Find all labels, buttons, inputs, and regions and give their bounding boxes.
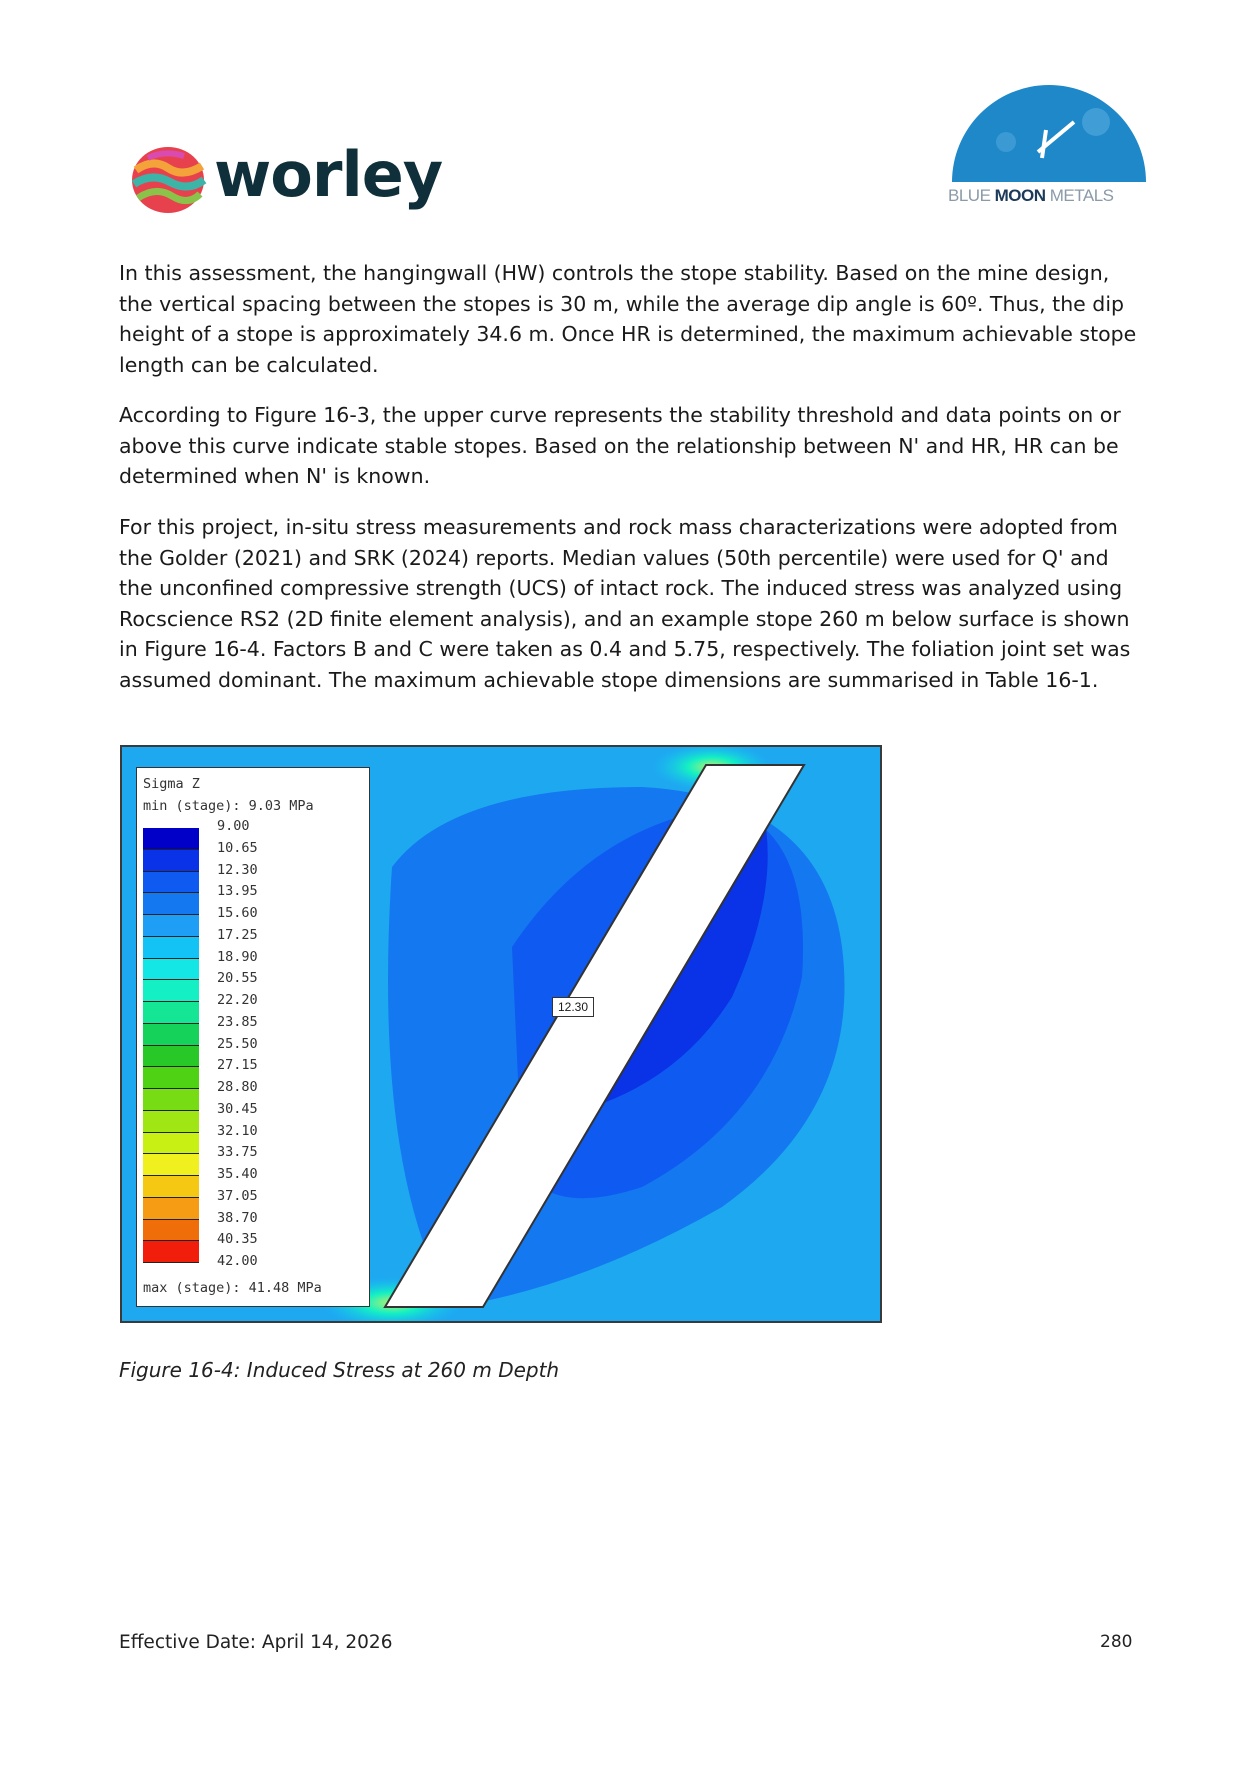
legend-color-bar <box>143 1046 199 1068</box>
legend-ticks <box>217 816 258 1273</box>
legend-tick-label: 35.40 <box>217 1166 258 1182</box>
legend-tick-label: 30.45 <box>217 1100 258 1117</box>
legend-tick-label: 12.30 <box>217 861 258 878</box>
worley-logo <box>128 140 468 230</box>
legend-tick-label: 23.85 <box>217 1013 258 1030</box>
legend-color-bar <box>143 980 199 1002</box>
legend-tick-label: 22.20 <box>217 992 258 1008</box>
legend-color-bar <box>143 893 199 915</box>
legend-title: Sigma Z <box>143 776 200 792</box>
legend-tick-label: 18.90 <box>217 948 258 965</box>
legend-color-bar <box>143 872 199 894</box>
blue-moon-metals-text <box>948 186 1114 206</box>
worley-swirl-icon <box>128 140 208 220</box>
legend-tick-label: 33.75 <box>217 1144 258 1161</box>
blue-moon-metals-logo <box>946 82 1152 212</box>
legend-color-bar <box>143 937 199 959</box>
moon-logo-icon <box>946 82 1152 186</box>
worley-wordmark: worley <box>214 138 443 211</box>
legend-color-bar <box>143 1176 199 1198</box>
legend-tick-label: 40.35 <box>217 1231 258 1248</box>
legend-color-bar <box>143 828 199 850</box>
legend-tick-label: 17.25 <box>217 926 258 943</box>
logo-text-blue: BLUE <box>948 186 995 205</box>
legend-tick-label: 38.70 <box>217 1209 258 1226</box>
paragraph-1: In this assessment, the hangingwall (HW) controls the stope stability. Based on the mine design, the vertical spacing between the stopes is 30 m, while the average dip angle is 60º. Thus, the dip height of a stope is approximately 34.6 m. Once HR is determined, the maximum achievable stope length can be calculated. <box>119 261 1137 377</box>
paragraph-2: According to Figure 16-3, the upper curve represents the stability threshold and data points on or above this curve indicate stable stopes. Based on the relationship between N' and HR, HR can be determined when N' is known. <box>119 403 1121 488</box>
induced-stress-figure <box>120 745 882 1323</box>
legend-color-bar <box>143 1002 199 1024</box>
effective-date: Effective Date: April 14, 2026 <box>119 1632 393 1653</box>
legend-color-bar <box>143 915 199 937</box>
legend-tick-label: 9.00 <box>217 818 250 834</box>
legend-color-bar <box>143 1024 199 1046</box>
legend-tick-label: 20.55 <box>217 970 258 987</box>
legend-tick-label: 25.50 <box>217 1035 258 1052</box>
color-legend <box>136 767 370 1307</box>
stope-value-label: 12.30 <box>552 997 594 1017</box>
legend-tick-label: 37.05 <box>217 1187 258 1204</box>
legend-color-bar <box>143 1154 199 1176</box>
logo-text-metals: METALS <box>1045 186 1114 205</box>
legend-color-bar <box>143 1067 199 1089</box>
legend-max-label: max (stage): 41.48 MPa <box>143 1280 322 1296</box>
legend-color-bar <box>143 1220 199 1242</box>
legend-color-bar <box>143 1198 199 1220</box>
legend-tick-label: 10.65 <box>217 839 258 856</box>
legend-tick-label: 32.10 <box>217 1122 258 1139</box>
legend-color-bar <box>143 1111 199 1133</box>
page-number: 280 <box>1100 1632 1133 1652</box>
legend-tick-label: 13.95 <box>217 883 258 900</box>
legend-tick-label: 28.80 <box>217 1079 258 1095</box>
legend-color-bars <box>143 828 199 1263</box>
legend-tick-label: 27.15 <box>217 1057 258 1074</box>
legend-color-bar <box>143 959 199 981</box>
legend-min-label: min (stage): 9.03 MPa <box>143 798 314 814</box>
legend-color-bar <box>143 1133 199 1155</box>
legend-color-bar <box>143 850 199 872</box>
legend-tick-label: 42.00 <box>217 1253 258 1269</box>
figure-caption: Figure 16-4: Induced Stress at 260 m Depth <box>119 1358 560 1382</box>
paragraph-3: For this project, in-situ stress measurements and rock mass characterizations were adopted from the Golder (2021) and SRK (2024) reports. Median values (50th percentile) were used for Q' and the unconfined compressive strength (UCS) of intact rock. The induced stress was analyzed using Rocscience RS2 (2D finite element analysis), and an example stope 260 m below surface is shown in Figure 16-4. Factors B and C were taken as 0.4 and 5.75, respectively. The foliation joint set was assumed dominant. The maximum achievable stope dimensions are summarised in Table 16-1. <box>119 515 1131 692</box>
legend-color-bar <box>143 1089 199 1111</box>
logo-text-moon: MOON <box>994 186 1046 205</box>
legend-color-bar <box>143 1241 199 1263</box>
legend-tick-label: 15.60 <box>217 905 258 921</box>
